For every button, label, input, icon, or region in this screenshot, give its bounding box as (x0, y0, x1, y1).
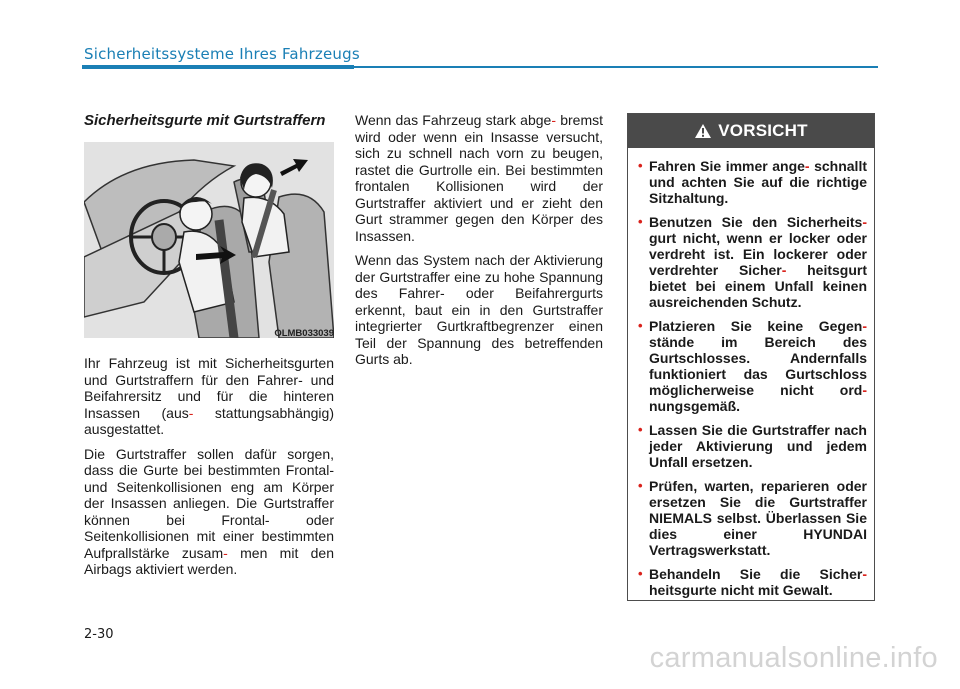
text: heitsgurte nicht mit Gewalt. (649, 582, 833, 598)
hyphen: - (223, 544, 228, 561)
left-column (84, 112, 334, 586)
caution-list (628, 148, 874, 598)
paragraph: Wenn das System nach der Aktivierung der Gurtstraffer eine zu hohe Spannung des Fahrer- oder Beifahrergurts erkennt, baut ein in den Gurtstraffer integrierter Gurtkraftbegrenzer einen Teil der Spannung des betreffenden Gurts ab. (355, 252, 603, 367)
paragraph (355, 112, 603, 244)
text: Wenn das Fahrzeug stark abge (355, 112, 552, 128)
car-interior-drawing (84, 142, 334, 338)
warning-triangle-icon (694, 123, 712, 139)
section-title: Sicherheitssysteme Ihres Fahrzeugs (84, 45, 360, 63)
hyphen: - (551, 112, 556, 128)
header-rule-accent (82, 65, 354, 69)
text: stattungsabhängig) ausgestattet. (84, 404, 334, 437)
text: schnallt und achten Sie auf die richtige Sitzhaltung. (649, 158, 867, 206)
list-item (638, 422, 867, 470)
caution-box (627, 113, 875, 601)
caution-header (628, 114, 874, 148)
hyphen: - (862, 214, 867, 230)
text: Ihr Fahrzeug ist mit Sicherheitsgurten und Gurtstraffern für den Fahrer- und Beifahrersitz und für die hinteren Insassen (aus (84, 355, 334, 421)
text: Prüfen, warten, reparieren oder ersetzen Sie die Gurtstraffer NIEMALS selbst. Überlassen Sie dies einer HYUNDAI Vertragswerkstatt. (649, 478, 867, 558)
text: Die Gurtstraffer sollen dafür sorgen, dass die Gurte bei bestimmten Frontal- und Seitenkollisionen eng am Körper der Insassen anliegen. Die Gurtstraffer können bei Frontal- oder Seitenkollisionen mit einer bestimmten Aufprallstärke zusam (84, 445, 334, 561)
list-item (638, 158, 867, 206)
text: Lassen Sie die Gurtstraffer nach jeder Aktivierung und jedem Unfall ersetzen. (649, 422, 867, 470)
paragraph (84, 355, 334, 438)
bullet: • (638, 422, 643, 437)
left-body (84, 355, 334, 578)
page-number: 2-30 (84, 627, 114, 642)
hyphen: - (804, 158, 810, 174)
list-item (638, 566, 867, 598)
text: Platzieren Sie keine Gegen (649, 318, 863, 334)
list-item (638, 214, 867, 310)
hyphen: - (188, 404, 194, 421)
bullet: • (638, 318, 643, 333)
caution-title: VORSICHT (718, 121, 808, 140)
text: Benutzen Sie den Sicherheits (649, 214, 863, 230)
seatbelt-pretensioner-illustration (84, 142, 334, 338)
list-item (638, 318, 867, 414)
middle-column (355, 112, 603, 376)
text: heitsgurt bietet bei einem Unfall keinen ausreichenden Schutz. (649, 262, 867, 310)
hyphen: - (862, 382, 867, 398)
text: bremst wird oder wenn ein Insasse versucht, sich zu schnell nach vorn zu beugen, rastet die Gurtrolle ein. Bei bestimmten frontalen Kollisionen wird der Gurtstraffer aktiviert und er zieht den Gurt strammer gegen den Körper des Insassen. (355, 112, 603, 244)
text: Behandeln Sie die Sicher (649, 566, 863, 582)
watermark: carmanualsonline.info (649, 642, 938, 674)
hyphen: - (781, 262, 787, 278)
text: gurt nicht, wenn er locker oder verdreht ist. Ein lockerer oder verdrehter Sicher (649, 230, 867, 278)
bullet: • (638, 566, 643, 581)
subheading: Sicherheitsgurte mit Gurtstraffern (84, 112, 326, 129)
bullet: • (638, 478, 643, 493)
hyphen: - (862, 566, 867, 582)
bullet: • (638, 214, 643, 229)
paragraph (84, 446, 334, 578)
bullet: • (638, 158, 643, 173)
hyphen: - (862, 318, 867, 334)
text: stände im Bereich des Gurtschlosses. Andernfalls funktioniert das Gurtschloss möglicherweise nicht ord (649, 334, 867, 398)
text: nungsgemäß. (649, 398, 741, 414)
text: men mit den Airbags aktiviert werden. (84, 544, 334, 577)
list-item (638, 478, 867, 558)
figure-code: OLMB033039 (274, 328, 334, 338)
text: Fahren Sie immer ange (649, 158, 805, 174)
